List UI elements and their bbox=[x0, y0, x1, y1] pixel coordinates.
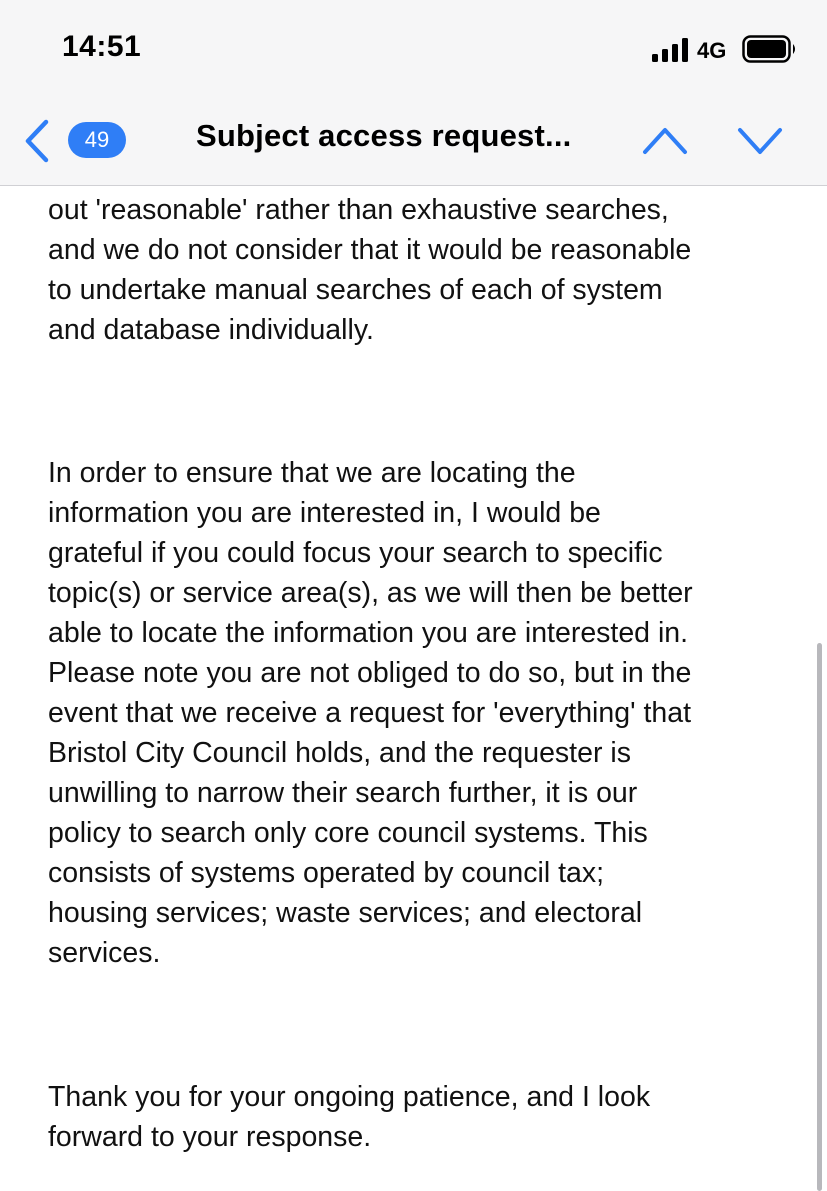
vertical-scrollbar[interactable] bbox=[817, 643, 822, 1191]
nav-bar bbox=[0, 100, 827, 185]
paragraph-line: information you are interested in, I would be bbox=[48, 497, 601, 529]
email-paragraph bbox=[48, 453, 788, 973]
chevron-left-icon bbox=[22, 118, 56, 164]
paragraph-line: Thank you for your ongoing patience, and I look bbox=[48, 1081, 651, 1113]
paragraph-line: out 'reasonable' rather than exhaustive searches, bbox=[48, 194, 669, 226]
paragraph-line: grateful if you could focus your search to specific bbox=[48, 537, 663, 569]
email-paragraph bbox=[48, 1077, 788, 1157]
paragraph-line: and database individually. bbox=[48, 314, 374, 346]
paragraph-line: housing services; waste services; and electoral bbox=[48, 897, 643, 929]
paragraph-line: and we do not consider that it would be reasonable bbox=[48, 234, 692, 266]
network-type-label: 4G bbox=[697, 38, 727, 63]
paragraph-line: unwilling to narrow their search further, it is our bbox=[48, 777, 638, 809]
paragraph-line: to undertake manual searches of each of system bbox=[48, 274, 663, 306]
paragraph-line: topic(s) or service area(s), as we will then be better bbox=[48, 577, 693, 609]
back-to-inbox-button[interactable] bbox=[22, 118, 132, 164]
paragraph-line: Please note you are not obliged to do so, but in the bbox=[48, 657, 692, 689]
top-chrome bbox=[0, 0, 827, 186]
status-bar bbox=[0, 0, 827, 100]
email-subject-title: Subject access request... bbox=[196, 118, 572, 153]
paragraph-line: event that we receive a request for 'everything' that bbox=[48, 697, 691, 729]
status-time: 14:51 bbox=[62, 30, 142, 63]
unread-count-badge: 49 bbox=[68, 122, 126, 158]
chevron-up-icon[interactable] bbox=[641, 122, 689, 158]
paragraph-line: services. bbox=[48, 937, 161, 969]
email-body bbox=[0, 140, 827, 1191]
paragraph-line: consists of systems operated by council tax; bbox=[48, 857, 605, 889]
paragraph-line: Bristol City Council holds, and the requester is bbox=[48, 737, 631, 769]
paragraph-line: In order to ensure that we are locating the bbox=[48, 457, 576, 489]
cellular-signal-icon bbox=[651, 38, 691, 62]
chevron-down-icon[interactable] bbox=[736, 122, 784, 158]
paragraph-line: forward to your response. bbox=[48, 1121, 372, 1153]
battery-icon bbox=[742, 35, 798, 63]
paragraph-line: policy to search only core council systems. This bbox=[48, 817, 648, 849]
paragraph-line: able to locate the information you are interested in. bbox=[48, 617, 689, 649]
